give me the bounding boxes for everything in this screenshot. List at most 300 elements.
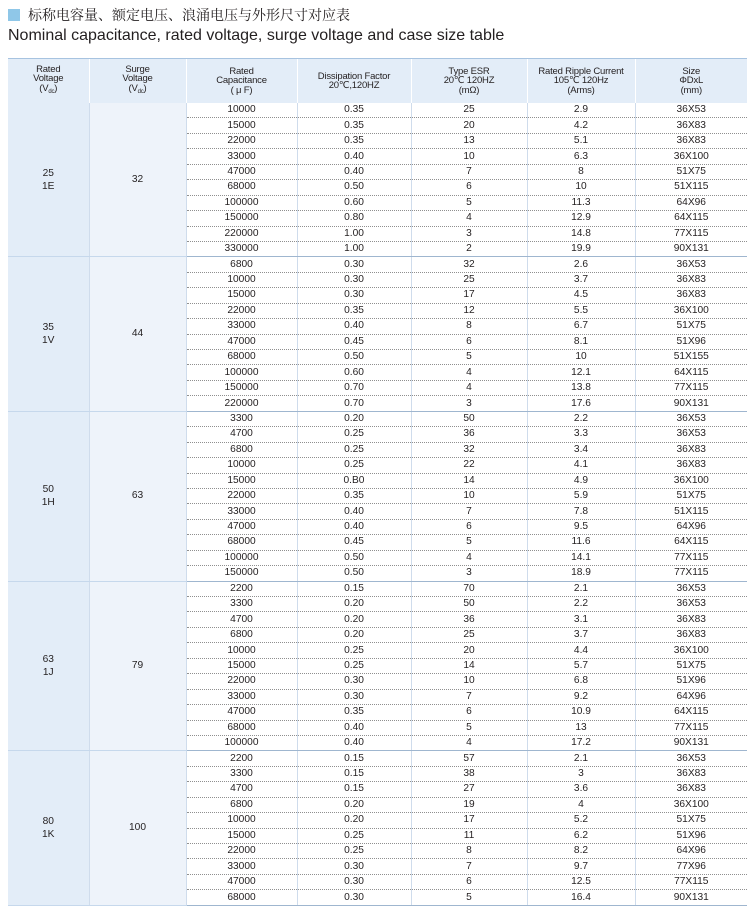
ripple-current-cell: 2.2 [527,597,635,612]
size-cell: 36X53 [635,581,747,596]
ripple-current-cell: 2.9 [527,103,635,118]
dissipation-factor-cell: 0.15 [297,751,411,766]
header-text: Type ESR [448,65,490,77]
size-cell: 90X131 [635,735,747,750]
capacitance-cell: 15000 [186,118,297,133]
capacitance-cell: 100000 [186,735,297,750]
header-text: Surge [125,63,150,75]
esr-cell: 3 [411,396,527,411]
capacitance-cell: 15000 [186,828,297,843]
esr-cell: 32 [411,442,527,457]
dissipation-factor-cell: 0.35 [297,133,411,148]
dissipation-factor-cell: 0.70 [297,380,411,395]
capacitance-cell: 33000 [186,859,297,874]
size-cell: 36X83 [635,288,747,303]
size-cell: 36X53 [635,597,747,612]
dissipation-factor-cell: 0.25 [297,442,411,457]
size-cell: 51X75 [635,813,747,828]
capacitance-cell: 68000 [186,350,297,365]
dissipation-factor-cell: 0.25 [297,427,411,442]
size-cell: 36X100 [635,797,747,812]
dissipation-factor-cell: 0.50 [297,180,411,195]
capacitance-cell: 10000 [186,813,297,828]
header-text: Capacitance [216,75,267,87]
rated-voltage-cell [8,103,89,257]
dissipation-factor-cell: 0.30 [297,272,411,287]
size-cell: 90X131 [635,241,747,256]
capacitance-cell: 33000 [186,504,297,519]
rated-voltage-value: 80 [42,816,54,828]
esr-cell: 36 [411,427,527,442]
capacitance-cell: 100000 [186,550,297,565]
size-cell: 77X115 [635,566,747,581]
header-text: $(V_{dc})$ [128,82,147,95]
header-text: 20℃,120HZ [328,80,380,91]
ripple-current-cell: 13 [527,720,635,735]
ripple-current-cell: 5.1 [527,133,635,148]
ripple-current-cell: 5.7 [527,658,635,673]
size-cell: 36X83 [635,118,747,133]
rated-voltage-value: 50 [42,484,54,496]
esr-cell: 19 [411,797,527,812]
esr-cell: 17 [411,288,527,303]
size-cell: 77X115 [635,550,747,565]
size-cell: 36X100 [635,303,747,318]
esr-cell: 10 [411,149,527,164]
capacitance-cell: 68000 [186,535,297,550]
dissipation-factor-cell: 0.25 [297,643,411,658]
esr-cell: 5 [411,195,527,210]
dissipation-factor-cell: 0.40 [297,519,411,534]
ripple-current-cell: 19.9 [527,241,635,256]
ripple-current-cell: 4.4 [527,643,635,658]
ripple-current-cell: 17.6 [527,396,635,411]
dissipation-factor-cell: 0.25 [297,844,411,859]
ripple-current-cell: 10.9 [527,705,635,720]
dissipation-factor-cell: 0.35 [297,705,411,720]
dissipation-factor-cell: 0.30 [297,859,411,874]
dissipation-factor-cell: 0.20 [297,612,411,627]
esr-cell: 3 [411,566,527,581]
spec-table [8,58,747,906]
capacitance-cell: 22000 [186,488,297,503]
page-title-english: Nominal capacitance, rated voltage, surge voltage and case size table [8,27,505,44]
ripple-current-cell: 13.8 [527,380,635,395]
size-cell: 51X75 [635,319,747,334]
dissipation-factor-cell: 0.50 [297,566,411,581]
size-cell: 64X115 [635,365,747,380]
size-cell: 36X53 [635,411,747,426]
esr-cell: 20 [411,643,527,658]
ripple-current-cell: 3.7 [527,272,635,287]
size-cell: 36X53 [635,103,747,118]
capacitance-cell: 6800 [186,627,297,642]
header-text: Rated [229,65,254,77]
rated-voltage-value: 63 [42,653,54,665]
size-cell: 36X83 [635,272,747,287]
esr-cell: 27 [411,782,527,797]
header-text: 105℃ 120Hz [553,75,609,87]
size-cell: 36X100 [635,473,747,488]
ripple-current-cell: 3.7 [527,627,635,642]
table-header-row [8,59,747,104]
capacitance-cell: 3300 [186,597,297,612]
capacitance-cell: 47000 [186,874,297,889]
capacitance-cell: 4700 [186,427,297,442]
capacitance-cell: 6800 [186,797,297,812]
table-row [8,581,747,596]
surge-voltage-cell: 44 [89,257,186,411]
voltage-code: 1E [42,180,55,192]
capacitance-cell: 4700 [186,612,297,627]
esr-cell: 36 [411,612,527,627]
header-ripple-current [527,59,635,104]
size-cell: 64X96 [635,844,747,859]
surge-voltage-cell: 79 [89,581,186,751]
header-dissipation-factor [297,59,411,104]
esr-cell: 25 [411,272,527,287]
header-text: ( μ F) [230,84,253,96]
esr-cell: 25 [411,103,527,118]
header-text: Voltage [122,73,153,85]
size-cell: 36X83 [635,627,747,642]
dissipation-factor-cell: 0.25 [297,828,411,843]
size-cell: 90X131 [635,396,747,411]
voltage-code: 1V [42,335,55,347]
dissipation-factor-cell: 0.60 [297,195,411,210]
capacitance-cell: 15000 [186,288,297,303]
header-surge-voltage [89,59,186,104]
header-type-esr [411,59,527,104]
ripple-current-cell: 6.3 [527,149,635,164]
capacitance-cell: 330000 [186,241,297,256]
dissipation-factor-cell: 0.B0 [297,473,411,488]
table-row [8,103,747,118]
title-square-icon [8,9,20,21]
ripple-current-cell: 2.6 [527,257,635,272]
esr-cell: 5 [411,720,527,735]
esr-cell: 11 [411,828,527,843]
ripple-current-cell: 18.9 [527,566,635,581]
table-row [8,411,747,426]
ripple-current-cell: 12.1 [527,365,635,380]
ripple-current-cell: 11.6 [527,535,635,550]
header-text: Size [682,65,701,77]
size-cell: 51X115 [635,504,747,519]
header-text: Dissipation Factor [317,70,391,82]
esr-cell: 4 [411,735,527,750]
size-cell: 90X131 [635,890,747,905]
dissipation-factor-cell: 0.20 [297,627,411,642]
dissipation-factor-cell: 0.30 [297,288,411,303]
voltage-code: 1J [42,666,54,678]
size-cell: 36X53 [635,751,747,766]
esr-cell: 4 [411,550,527,565]
ripple-current-cell: 4 [527,797,635,812]
size-cell: 64X96 [635,519,747,534]
esr-cell: 2 [411,241,527,256]
header-rated-voltage [8,59,89,104]
esr-cell: 10 [411,488,527,503]
dissipation-factor-cell: 0.15 [297,766,411,781]
ripple-current-cell: 8.1 [527,334,635,349]
capacitance-cell: 47000 [186,164,297,179]
dissipation-factor-cell: 0.30 [297,890,411,905]
esr-cell: 12 [411,303,527,318]
esr-cell: 10 [411,674,527,689]
ripple-current-cell: 4.9 [527,473,635,488]
ripple-current-cell: 3.4 [527,442,635,457]
ripple-current-cell: 3.6 [527,782,635,797]
size-cell: 36X53 [635,257,747,272]
ripple-current-cell: 11.3 [527,195,635,210]
dissipation-factor-cell: 0.35 [297,118,411,133]
header-text: 20℃ 120HZ [443,75,495,87]
capacitance-cell: 33000 [186,319,297,334]
capacitance-cell: 68000 [186,890,297,905]
esr-cell: 20 [411,118,527,133]
esr-cell: 5 [411,890,527,905]
page-title-chinese [8,6,350,24]
capacitance-cell: 33000 [186,149,297,164]
capacitance-cell: 47000 [186,334,297,349]
surge-voltage-cell: 32 [89,103,186,257]
capacitance-cell: 150000 [186,380,297,395]
esr-cell: 8 [411,844,527,859]
capacitance-cell: 22000 [186,844,297,859]
esr-cell: 17 [411,813,527,828]
ripple-current-cell: 2.2 [527,411,635,426]
dissipation-factor-cell: 0.15 [297,581,411,596]
esr-cell: 7 [411,504,527,519]
dissipation-factor-cell: 0.30 [297,689,411,704]
table-body [8,103,747,905]
ripple-current-cell: 6.7 [527,319,635,334]
ripple-current-cell: 5.9 [527,488,635,503]
esr-cell: 7 [411,859,527,874]
capacitance-cell: 4700 [186,782,297,797]
capacitance-cell: 68000 [186,180,297,195]
size-cell: 64X115 [635,705,747,720]
rated-voltage-cell [8,257,89,411]
capacitance-cell: 10000 [186,458,297,473]
dissipation-factor-cell: 0.35 [297,303,411,318]
voltage-code: 1H [41,497,55,509]
size-cell: 51X115 [635,180,747,195]
esr-cell: 3 [411,226,527,241]
capacitance-cell: 15000 [186,658,297,673]
esr-cell: 50 [411,411,527,426]
esr-cell: 22 [411,458,527,473]
esr-cell: 7 [411,689,527,704]
capacitance-cell: 10000 [186,272,297,287]
rated-voltage-cell [8,581,89,751]
dissipation-factor-cell: 1.00 [297,241,411,256]
size-cell: 36X83 [635,782,747,797]
dissipation-factor-cell: 0.40 [297,319,411,334]
header-text: Voltage [33,73,64,85]
capacitance-cell: 6800 [186,442,297,457]
ripple-current-cell: 17.2 [527,735,635,750]
dissipation-factor-cell: 0.50 [297,350,411,365]
esr-cell: 4 [411,211,527,226]
header-capacitance [186,59,297,104]
ripple-current-cell: 14.1 [527,550,635,565]
capacitance-cell: 15000 [186,473,297,488]
size-cell: 36X83 [635,458,747,473]
ripple-current-cell: 8 [527,164,635,179]
dissipation-factor-cell: 0.30 [297,674,411,689]
capacitance-cell: 2200 [186,751,297,766]
esr-cell: 6 [411,874,527,889]
size-cell: 77X115 [635,874,747,889]
dissipation-factor-cell: 0.35 [297,488,411,503]
esr-cell: 70 [411,581,527,596]
dissipation-factor-cell: 0.40 [297,720,411,735]
capacitance-cell: 47000 [186,519,297,534]
ripple-current-cell: 2.1 [527,581,635,596]
size-cell: 36X83 [635,612,747,627]
ripple-current-cell: 9.2 [527,689,635,704]
size-cell: 51X96 [635,828,747,843]
header-size [635,59,747,104]
size-cell: 64X115 [635,535,747,550]
dissipation-factor-cell: 0.40 [297,504,411,519]
size-cell: 51X75 [635,164,747,179]
ripple-current-cell: 12.9 [527,211,635,226]
surge-voltage-cell: 100 [89,751,186,905]
size-cell: 51X96 [635,674,747,689]
esr-cell: 6 [411,519,527,534]
ripple-current-cell: 3.3 [527,427,635,442]
capacitance-cell: 150000 [186,211,297,226]
capacitance-cell: 47000 [186,705,297,720]
size-cell: 36X100 [635,149,747,164]
dissipation-factor-cell: 0.50 [297,550,411,565]
esr-cell: 8 [411,319,527,334]
esr-cell: 4 [411,380,527,395]
capacitance-cell: 100000 [186,195,297,210]
size-cell: 36X53 [635,427,747,442]
dissipation-factor-cell: 0.20 [297,813,411,828]
ripple-current-cell: 7.8 [527,504,635,519]
header-text: (Arms) [567,84,595,96]
capacitance-cell: 3300 [186,766,297,781]
size-cell: 36X83 [635,442,747,457]
capacitance-cell: 68000 [186,720,297,735]
size-cell: 36X100 [635,643,747,658]
capacitance-cell: 100000 [186,365,297,380]
esr-cell: 50 [411,597,527,612]
size-cell: 51X96 [635,334,747,349]
capacitance-cell: 3300 [186,411,297,426]
header-text: Rated Ripple Current [538,65,624,77]
rated-voltage-cell [8,751,89,905]
ripple-current-cell: 9.5 [527,519,635,534]
esr-cell: 13 [411,133,527,148]
ripple-current-cell: 4.2 [527,118,635,133]
esr-cell: 57 [411,751,527,766]
dissipation-factor-cell: 0.70 [297,396,411,411]
ripple-current-cell: 16.4 [527,890,635,905]
capacitance-cell: 6800 [186,257,297,272]
size-cell: 51X75 [635,488,747,503]
size-cell: 36X83 [635,133,747,148]
size-cell: 51X155 [635,350,747,365]
dissipation-factor-cell: 0.45 [297,334,411,349]
esr-cell: 7 [411,164,527,179]
capacitance-cell: 22000 [186,303,297,318]
capacitance-cell: 2200 [186,581,297,596]
ripple-current-cell: 10 [527,350,635,365]
dissipation-factor-cell: 0.25 [297,458,411,473]
dissipation-factor-cell: 0.30 [297,874,411,889]
rated-voltage-value: 25 [42,167,54,179]
size-cell: 64X115 [635,211,747,226]
ripple-current-cell: 6.8 [527,674,635,689]
capacitance-cell: 33000 [186,689,297,704]
esr-cell: 6 [411,705,527,720]
header-text: $(V_{dc})$ [39,82,58,95]
header-text: ΦDxL [679,75,704,87]
esr-cell: 4 [411,365,527,380]
esr-cell: 6 [411,180,527,195]
ripple-current-cell: 4.1 [527,458,635,473]
capacitance-cell: 10000 [186,643,297,658]
ripple-current-cell: 6.2 [527,828,635,843]
dissipation-factor-cell: 0.40 [297,164,411,179]
ripple-current-cell: 14.8 [527,226,635,241]
capacitance-cell: 10000 [186,103,297,118]
capacitance-cell: 22000 [186,133,297,148]
esr-cell: 32 [411,257,527,272]
dissipation-factor-cell: 0.45 [297,535,411,550]
ripple-current-cell: 2.1 [527,751,635,766]
esr-cell: 25 [411,627,527,642]
ripple-current-cell: 5.5 [527,303,635,318]
esr-cell: 5 [411,350,527,365]
ripple-current-cell: 3.1 [527,612,635,627]
esr-cell: 14 [411,473,527,488]
size-cell: 64X96 [635,195,747,210]
capacitance-cell: 220000 [186,226,297,241]
dissipation-factor-cell: 0.35 [297,103,411,118]
capacitance-cell: 22000 [186,674,297,689]
esr-cell: 14 [411,658,527,673]
dissipation-factor-cell: 0.20 [297,597,411,612]
dissipation-factor-cell: 0.20 [297,411,411,426]
rated-voltage-value: 35 [42,322,54,334]
dissipation-factor-cell: 0.20 [297,797,411,812]
dissipation-factor-cell: 0.15 [297,782,411,797]
ripple-current-cell: 10 [527,180,635,195]
ripple-current-cell: 9.7 [527,859,635,874]
table-row [8,257,747,272]
header-text: Rated [36,63,61,75]
size-cell: 77X115 [635,720,747,735]
voltage-code: 1K [42,829,55,841]
title-zh-text: 标称电容量、额定电压、浪涌电压与外形尺寸对应表 [28,8,350,24]
dissipation-factor-cell: 0.30 [297,257,411,272]
size-cell: 77X115 [635,226,747,241]
capacitance-cell: 220000 [186,396,297,411]
esr-cell: 38 [411,766,527,781]
dissipation-factor-cell: 0.80 [297,211,411,226]
ripple-current-cell: 8.2 [527,844,635,859]
size-cell: 77X96 [635,859,747,874]
ripple-current-cell: 5.2 [527,813,635,828]
rated-voltage-cell [8,411,89,581]
